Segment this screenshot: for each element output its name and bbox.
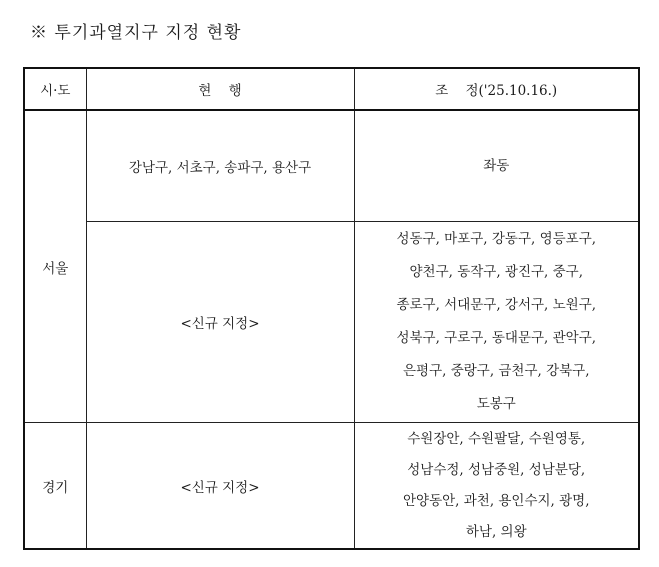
header-region: 시·도: [24, 68, 86, 110]
page-title: ※ 투기과열지구 지정 현황: [30, 23, 242, 43]
adjusted-line: 도봉구: [476, 396, 516, 412]
adjusted-line: 양천구, 동작구, 광진구, 중구,: [409, 264, 583, 280]
adjusted-line: 안양동안, 과천, 용인수지, 광명,: [402, 492, 590, 509]
header-adjusted: 조 정('25.10.16.): [354, 68, 639, 110]
table-header-row: [24, 68, 639, 110]
adjusted-line: 성동구, 마포구, 강동구, 영등포구,: [396, 231, 597, 247]
adjusted-cell: [354, 110, 639, 222]
header-current: 현 행: [86, 68, 354, 110]
adjusted-cell: [354, 222, 639, 423]
adjusted-line: 성남수정, 성남중원, 성남분당,: [407, 461, 586, 478]
adjusted-cell: [354, 423, 639, 550]
region-cell-gyeonggi: 경기: [24, 423, 86, 550]
table-row: [24, 423, 639, 550]
adjusted-line: 종로구, 서대문구, 강서구, 노원구,: [396, 297, 597, 313]
adjusted-line: 은평구, 중랑구, 금천구, 강북구,: [402, 363, 590, 379]
designation-table: [23, 67, 640, 550]
adjusted-line: 수원장안, 수원팔달, 수원영통,: [407, 430, 586, 447]
adjusted-line: 하남, 의왕: [465, 523, 527, 540]
current-cell: 강남구, 서초구, 송파구, 용산구: [86, 110, 354, 222]
table-row: [24, 110, 639, 222]
current-cell: <신규 지정>: [86, 222, 354, 423]
adjusted-line: 성북구, 구로구, 동대문구, 관악구,: [396, 330, 597, 346]
current-cell: <신규 지정>: [86, 423, 354, 550]
region-cell-seoul: 서울: [24, 110, 86, 423]
table-row: [24, 222, 639, 423]
adjusted-line: 좌동: [483, 157, 510, 174]
